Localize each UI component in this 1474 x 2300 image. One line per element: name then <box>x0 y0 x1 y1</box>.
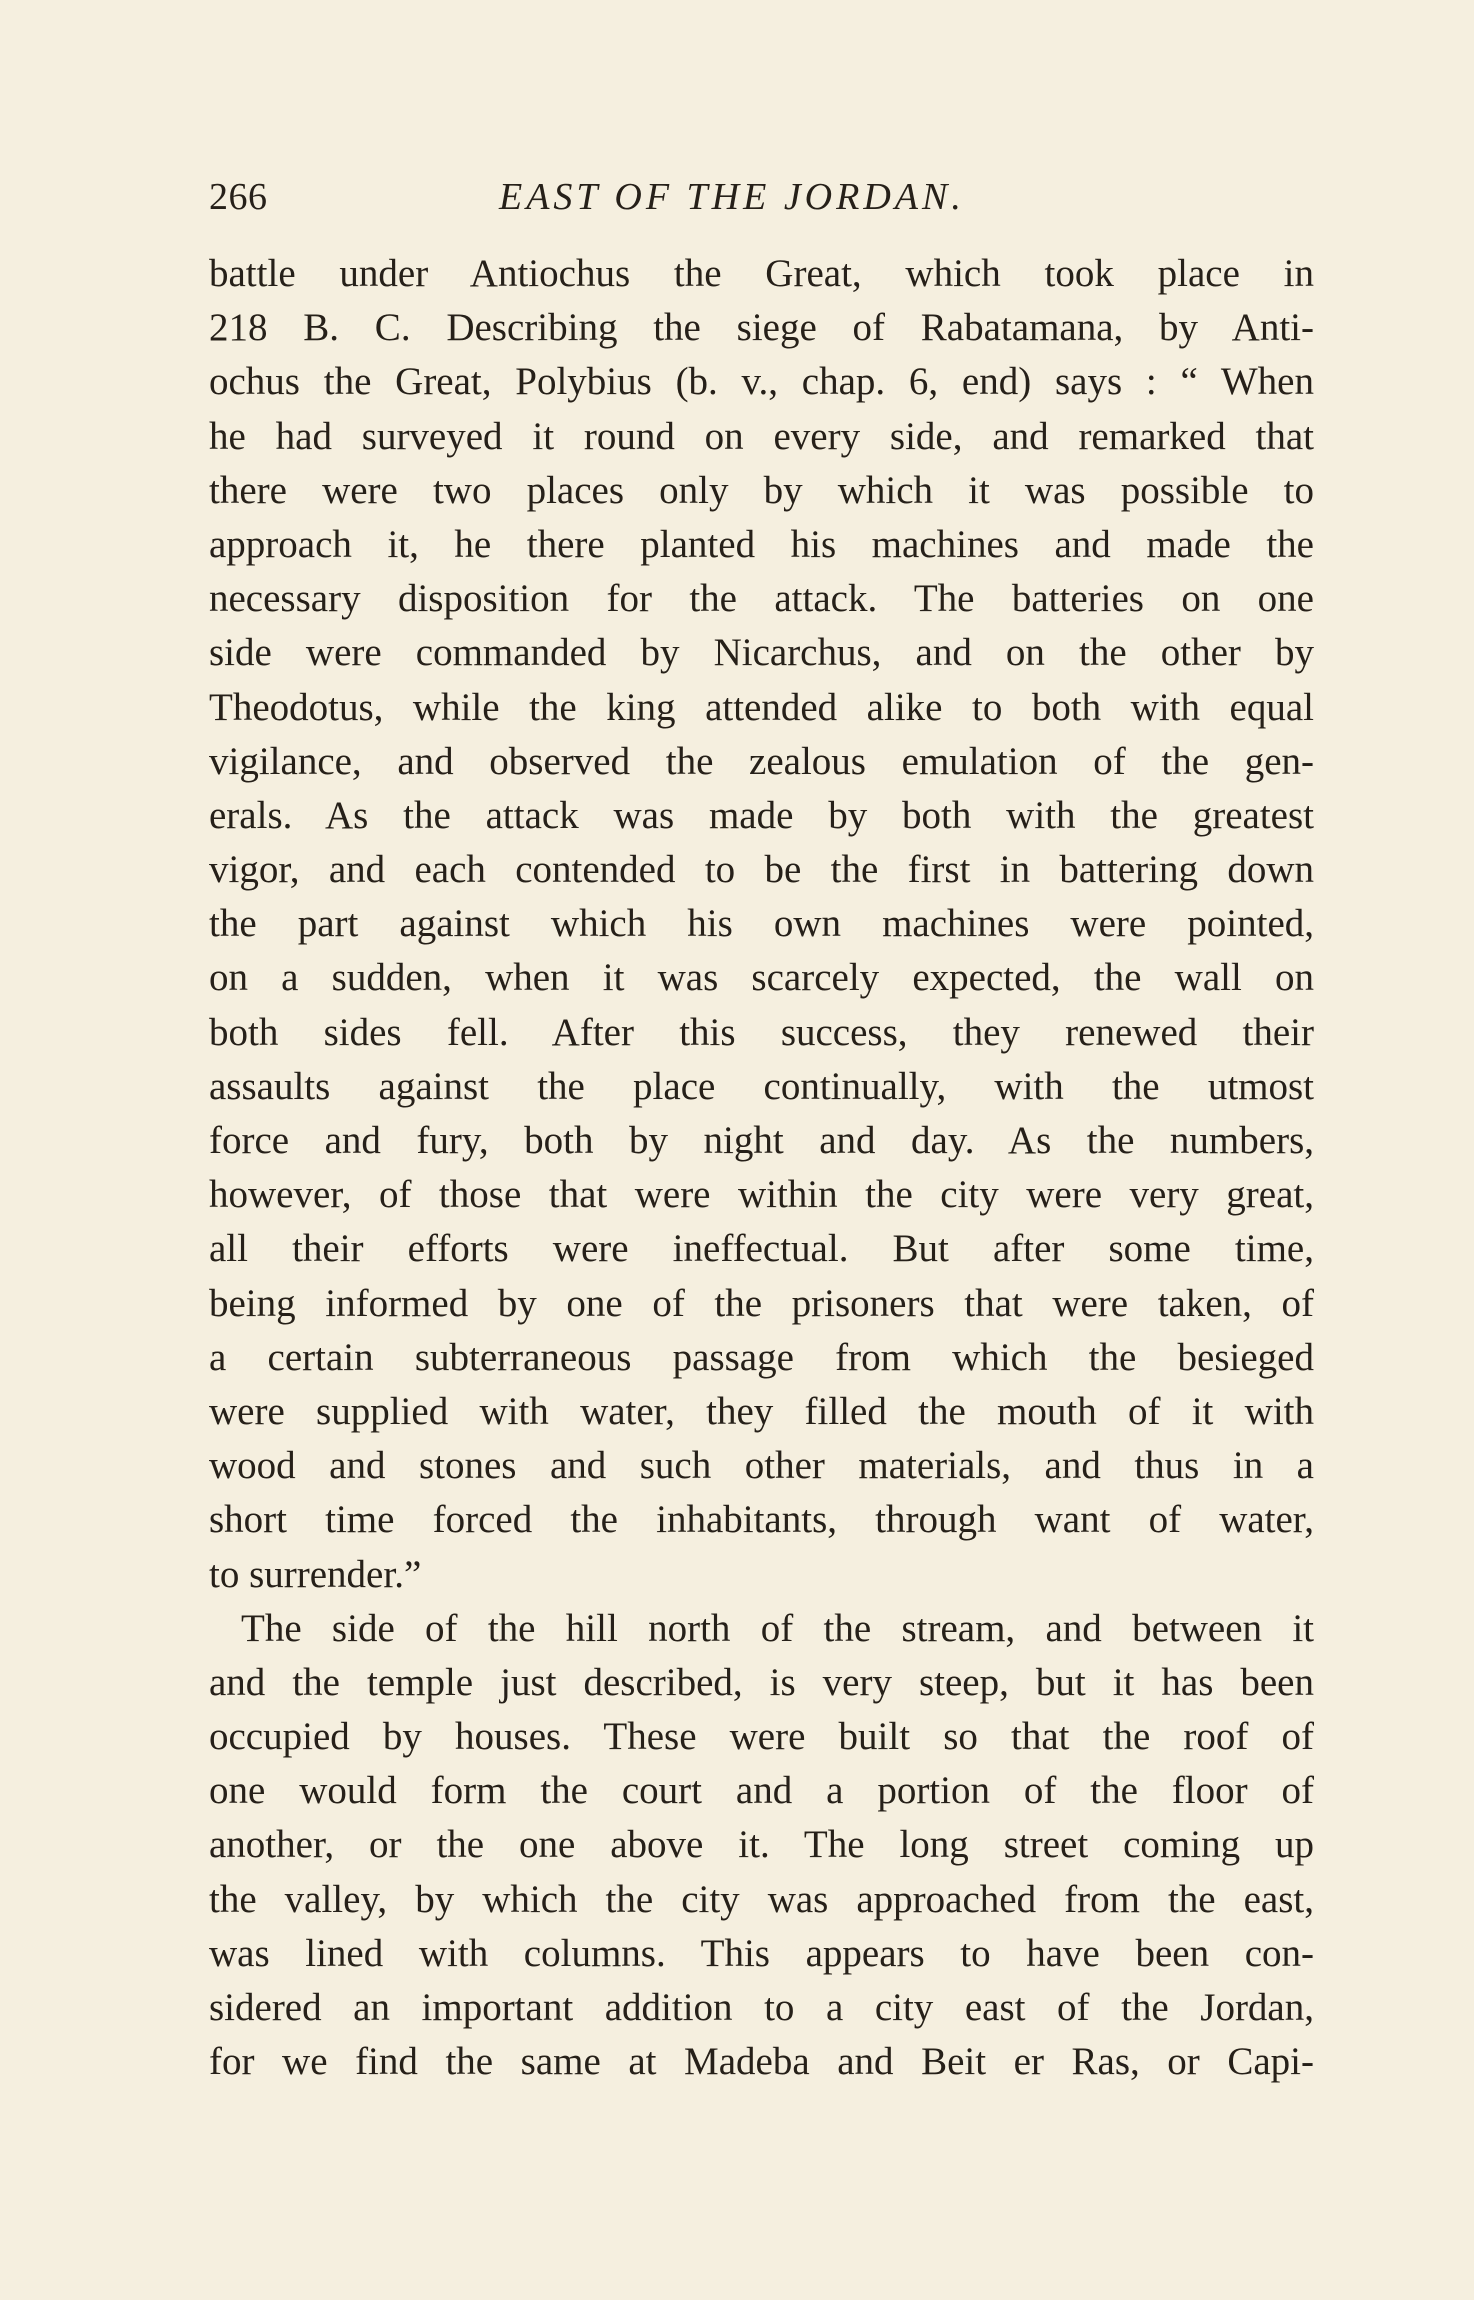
text-line: for we find the same at Madeba and Beit er Ras, or Capi- <box>209 2040 1314 2084</box>
text-line: sidered an important addition to a city east of the Jordan, <box>209 1986 1314 2029</box>
text-line: a certain subterraneous passage from which the besieged <box>209 1335 1314 1379</box>
text-line: side were commanded by Nicarchus, and on the other by <box>209 631 1314 675</box>
text-line: 218 B. C. Describing the siege of Rabatamana, by Anti- <box>209 306 1314 350</box>
text-line: one would form the court and a portion of the floor of <box>209 1769 1314 1813</box>
text-line: were supplied with water, they filled the mouth of it with <box>209 1389 1314 1433</box>
paragraph-description <box>209 1602 1314 2090</box>
text-line: approach it, he there planted his machines and made the <box>209 522 1314 566</box>
text-line: to surrender.” <box>209 1552 422 1596</box>
text-line: was lined with columns. This appears to have been con- <box>209 1931 1314 1975</box>
text-line: however, of those that were within the city were very great, <box>209 1173 1314 1217</box>
text-line: the valley, by which the city was approached from the east, <box>209 1877 1314 1921</box>
text-line: occupied by houses. These were built so that the roof of <box>209 1715 1314 1759</box>
paragraph-quotation <box>209 247 1314 1602</box>
page-number: 266 <box>209 176 268 218</box>
text-line: The side of the hill north of the stream, and between it <box>241 1606 1314 1650</box>
text-line: necessary disposition for the attack. The batteries on one <box>209 577 1314 621</box>
text-line: short time forced the inhabitants, through want of water, <box>209 1498 1314 1542</box>
text-line: vigilance, and observed the zealous emulation of the gen- <box>209 739 1314 783</box>
text-line: erals. As the attack was made by both with the greatest <box>209 793 1314 837</box>
text-line: he had surveyed it round on every side, and remarked that <box>209 414 1314 458</box>
text-line: the part against which his own machines were pointed, <box>209 902 1314 946</box>
text-line: battle under Antiochus the Great, which took place in <box>209 252 1314 295</box>
running-head: EAST OF THE JORDAN. <box>499 176 965 218</box>
text-line: another, or the one above it. The long street coming up <box>209 1823 1314 1867</box>
text-line: and the temple just described, is very steep, but it has been <box>209 1660 1314 1704</box>
text-line: force and fury, both by night and day. As the numbers, <box>209 1119 1314 1162</box>
text-line: both sides fell. After this success, they renewed their <box>209 1010 1314 1054</box>
text-line: ochus the Great, Polybius (b. v., chap. 6, end) says : “ When <box>209 360 1314 404</box>
text-line: all their efforts were ineffectual. But after some time, <box>209 1227 1314 1271</box>
text-line: on a sudden, when it was scarcely expected, the wall on <box>209 956 1314 1000</box>
page-header <box>209 170 1314 224</box>
body-text <box>209 247 1314 2089</box>
text-line: Theodotus, while the king attended alike to both with equal <box>209 685 1314 729</box>
text-line: being informed by one of the prisoners that were taken, of <box>209 1281 1314 1325</box>
text-line: assaults against the place continually, with the utmost <box>209 1064 1314 1108</box>
text-line: vigor, and each contended to be the first in battering down <box>209 848 1314 892</box>
text-line: there were two places only by which it was possible to <box>209 468 1314 512</box>
text-line: wood and stones and such other materials, and thus in a <box>209 1444 1314 1488</box>
